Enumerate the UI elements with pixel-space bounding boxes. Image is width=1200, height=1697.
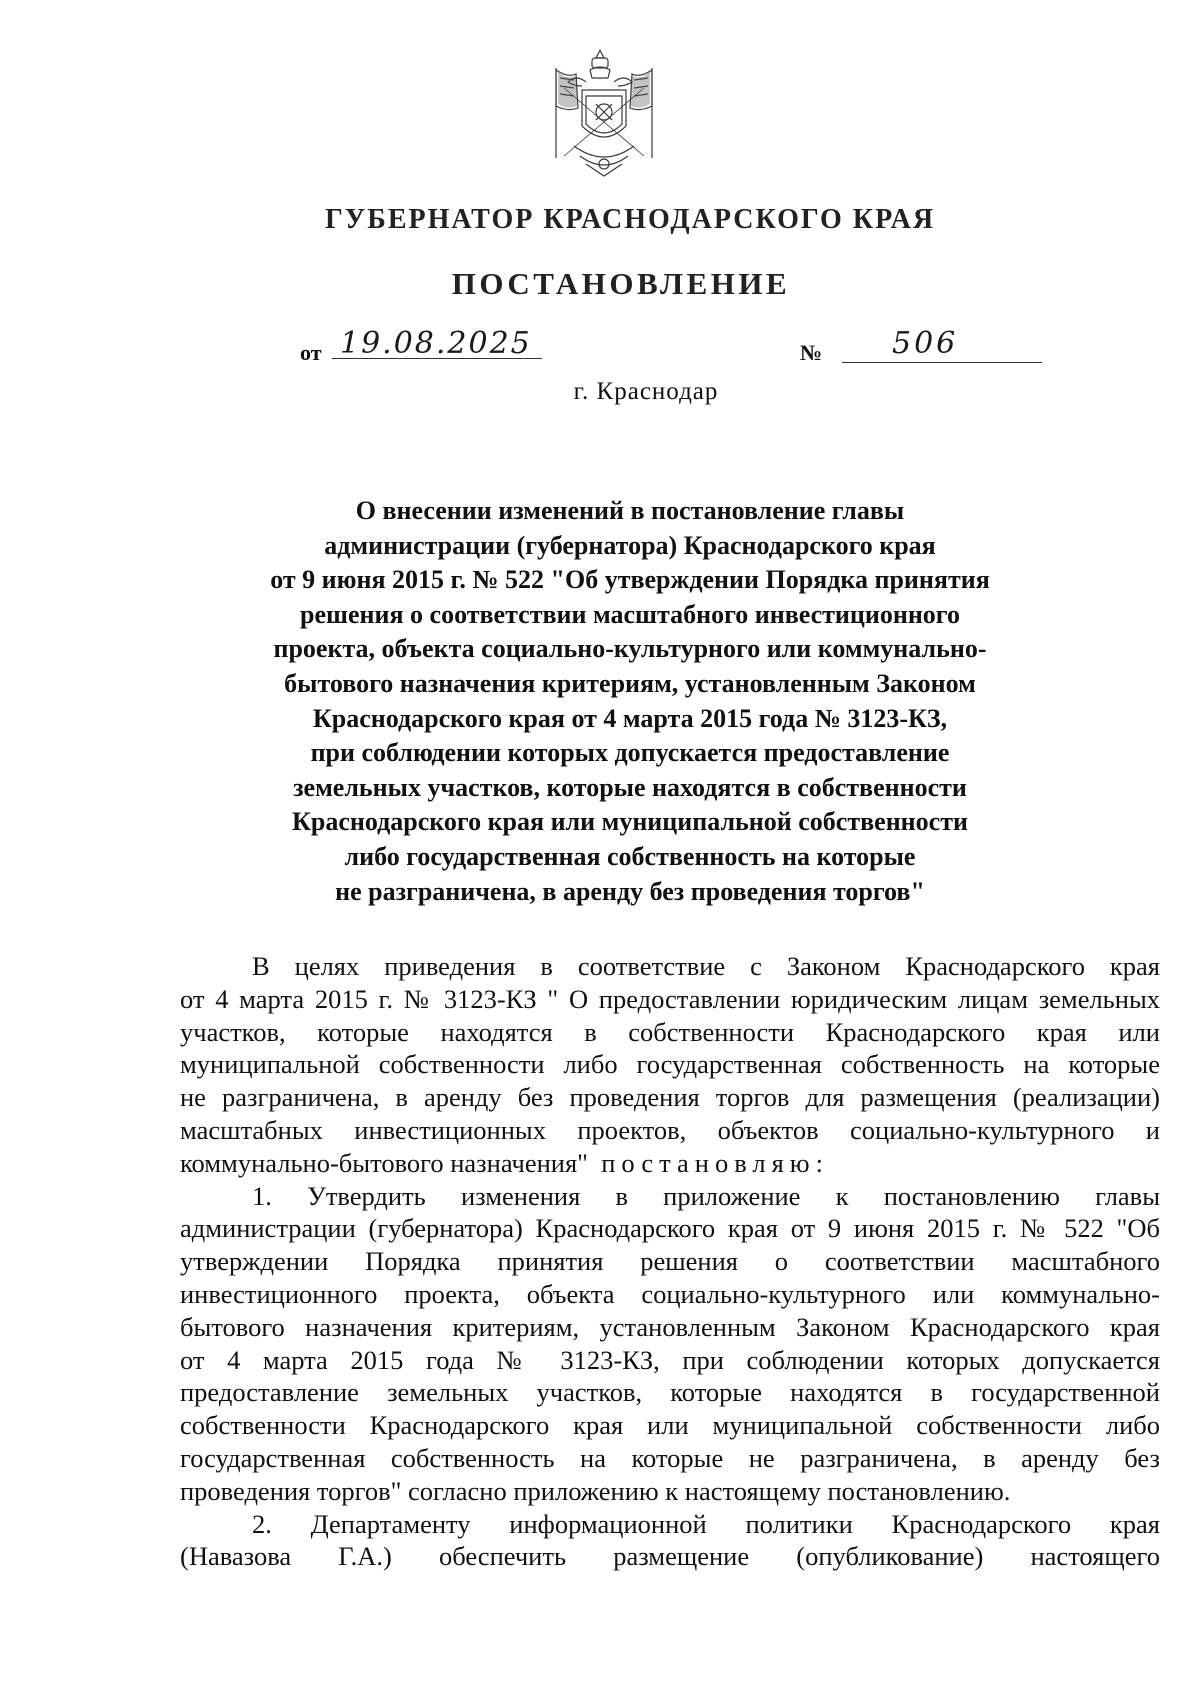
date-prefix: от [300,340,322,365]
title-line: решения о соответствии масштабного инвестиционного [300,599,960,629]
issuing-authority: ГУБЕРНАТОР КРАСНОДАРСКОГО КРАЯ [324,204,936,235]
title-line: Краснодарского края или муниципальной собственности [292,807,968,837]
date-number-row [0,326,1200,366]
item-1-line: государственная собственность на которые не разграничена, в аренду без [180,1442,1160,1473]
date-underline [332,358,542,359]
title-line: либо государственная собственность на которые [344,841,916,871]
title-line: бытового назначения критериям, установленным Законом [284,668,976,698]
title-line: О внесении изменений в постановление главы [355,496,905,525]
item-1-line: инвестиционного проекта, объекта социально-культурного или коммунально- [180,1278,1160,1309]
coat-of-arms-emblem [546,48,662,178]
title-line: Краснодарского края от 4 марта 2015 года № 3123-КЗ, [312,703,948,733]
body-line: В целях приведения в соответствие с Законом Краснодарского края [252,951,1160,981]
document-date: 19.08.2025 [340,326,532,361]
document-body [180,950,1160,1573]
item-1-line: 1. Утвердить изменения в приложение к постановлению главы [252,1180,1160,1211]
body-line: от 4 марта 2015 г. № 3123-КЗ " О предоставлении юридическим лицам земельных [180,983,1160,1014]
item-1-line: администрации (губернатора) Краснодарского края от 9 июня 2015 г. № 522 "Об [180,1213,1160,1244]
body-line: участков, которые находятся в собственности Краснодарского края или [180,1016,1160,1047]
item-1-line: от 4 марта 2015 года № 3123-КЗ, при соблюдении которых допускается [180,1344,1160,1375]
title-line: администрации (губернатора) Краснодарского края [324,530,936,560]
number-prefix: № [800,340,823,365]
title-line: проекта, объекта социально-культурного или коммунально- [273,634,987,664]
decree-word: постановляю: [601,1147,829,1178]
number-underline [842,362,1042,363]
title-line: не разграничена, в аренду без проведения торгов" [335,876,925,906]
title-line: при соблюдении которых допускается предоставление [310,738,950,768]
body-line: муниципальной собственности либо государственная собственность на которые [180,1049,1160,1080]
item-1-line: проведения торгов" согласно приложению к настоящему постановлению. [180,1475,1011,1506]
body-line: масштабных инвестиционных проектов, объектов социально-культурного и [180,1114,1160,1145]
item-2-line: (Навазова Г.А.) обеспечить размещение (опубликование) настоящего [180,1541,1160,1572]
preamble-end: коммунально-бытового назначения" [180,1147,588,1178]
item-1-line: предоставление земельных участков, которые находятся в государственной [180,1377,1160,1408]
item-1-line: собственности Краснодарского края или муниципальной собственности либо [180,1410,1160,1441]
title-line: земельных участков, которые находятся в собственности [293,772,967,802]
item-1-line: бытового назначения критериям, установленным Законом Краснодарского края [180,1311,1160,1342]
title-line: от 9 июня 2015 г. № 522 "Об утверждении Порядка принятия [270,565,990,595]
body-line [180,1147,1160,1180]
document-type: ПОСТАНОВЛЕНИЕ [451,266,791,301]
document-number: 506 [892,326,959,361]
item-1-line: утверждении Порядка принятия решения о соответствии масштабного [180,1246,1160,1277]
document-title [180,494,1080,909]
item-2-line: 2. Департаменту информационной политики Краснодарского края [252,1508,1160,1539]
body-line: не разграничена, в аренду без проведения торгов для размещения (реализации) [180,1082,1160,1113]
city: г. Краснодар [573,378,719,405]
